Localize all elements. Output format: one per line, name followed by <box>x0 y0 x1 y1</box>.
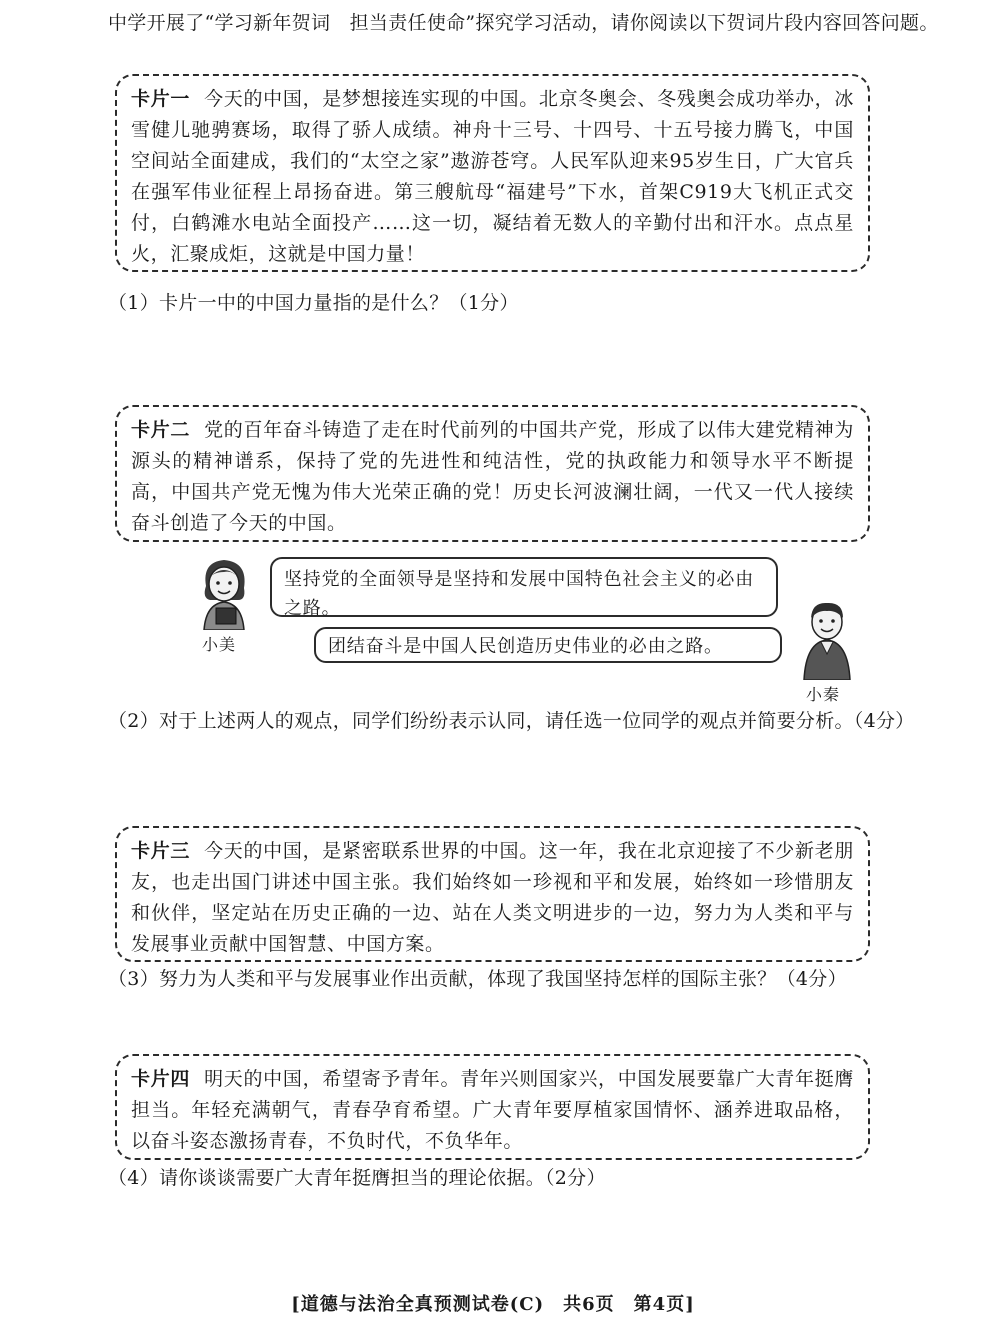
question-4: （4）请你谈谈需要广大青年挺膺担当的理论依据。（2分） <box>108 1167 606 1189</box>
xiaomei-figure <box>192 556 256 630</box>
xiaoqin-speech-bubble <box>314 627 782 663</box>
card-two <box>115 405 870 542</box>
xiaomei-name: 小美 <box>202 635 237 654</box>
page-footer: [道德与法治全真预测试卷(C) 共6页 第4页] <box>291 1294 695 1315</box>
card-four-title: 卡片四 <box>131 1068 191 1090</box>
xiaomei-speech-bubble <box>270 557 778 617</box>
card-four <box>115 1054 870 1160</box>
xiaomei-speech-text: 坚持党的全面领导是坚持和发展中国特色社会主义的必由之路。 <box>284 569 754 619</box>
card-one-title: 卡片一 <box>131 88 191 110</box>
xiaoqin-figure <box>796 598 858 680</box>
girl-avatar-icon <box>192 556 256 630</box>
boy-avatar-icon <box>796 598 858 680</box>
xiaoqin-speech-text: 团结奋斗是中国人民创造历史伟业的必由之路。 <box>328 636 723 657</box>
card-one-text: 今天的中国，是梦想接连实现的中国。北京冬奥会、冬残奥会成功举办，冰雪健儿驰骋赛场，取得了骄人成绩。神舟十三号、十四号、十五号接力腾飞，中国空间站全面建成，我们的“太空之家”遨游苍穹。人民军队迎来95岁生日，广大官兵在强军伟业征程上昂扬奋进。第三艘航母“福建号”下水，首架C919大飞机正式交付，白鹤滩水电站全面投产……这一切，凝结着无数人的辛勤付出和汗水。点点星火，汇聚成炬，这就是中国力量！ <box>131 88 854 265</box>
card-three <box>115 826 870 962</box>
intro-text: 中学开展了“学习新年贺词 担当责任使命”探究学习活动，请你阅读以下贺词片段内容回答问题。 <box>108 12 939 34</box>
question-3: （3）努力为人类和平与发展事业作出贡献，体现了我国坚持怎样的国际主张？（4分） <box>108 968 847 990</box>
card-one <box>115 74 870 272</box>
card-three-text: 今天的中国，是紧密联系世界的中国。这一年，我在北京迎接了不少新老朋友，也走出国门讲述中国主张。我们始终如一珍视和平和发展，始终如一珍惜朋友和伙伴，坚定站在历史正确的一边、站在人类文明进步的一边，努力为人类和平与发展事业贡献中国智慧、中国方案。 <box>131 840 854 955</box>
card-four-text: 明天的中国，希望寄予青年。青年兴则国家兴，中国发展要靠广大青年挺膺担当。年轻充满朝气，青春孕育希望。广大青年要厚植家国情怀、涵养进取品格，以奋斗姿态激扬青春，不负时代，不负华年。 <box>131 1068 854 1152</box>
xiaoqin-name: 小秦 <box>806 685 841 704</box>
card-two-title: 卡片二 <box>131 419 191 441</box>
card-three-title: 卡片三 <box>131 840 191 862</box>
question-2: （2）对于上述两人的观点，同学们纷纷表示认同，请任选一位同学的观点并简要分析。（4分） <box>108 710 915 732</box>
card-two-text: 党的百年奋斗铸造了走在时代前列的中国共产党，形成了以伟大建党精神为源头的精神谱系，保持了党的先进性和纯洁性，党的执政能力和领导水平不断提高，中国共产党无愧为伟大光荣正确的党！历史长河波澜壮阔，一代又一代人接续奋斗创造了今天的中国。 <box>131 419 854 534</box>
question-1: （1）卡片一中的中国力量指的是什么？（1分） <box>108 292 519 314</box>
